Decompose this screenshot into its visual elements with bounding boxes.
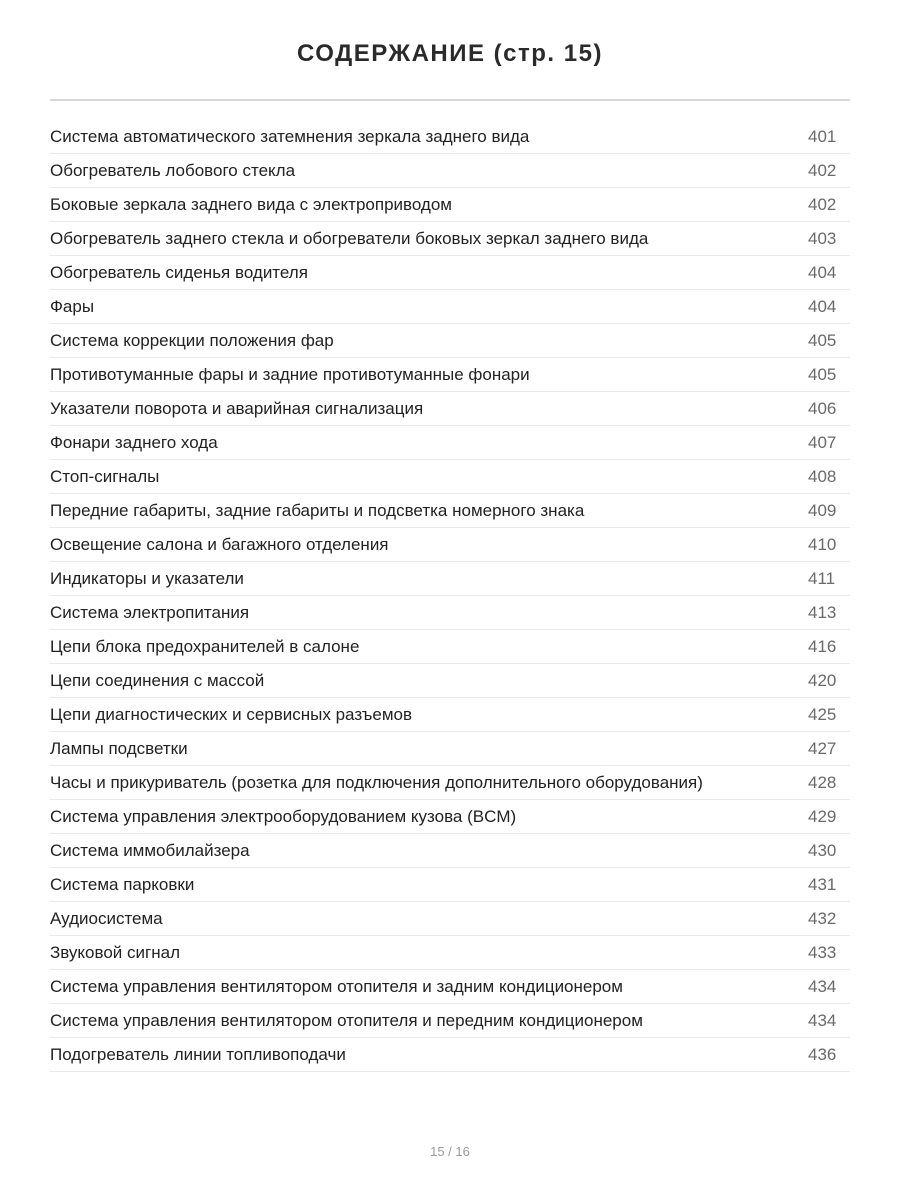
toc-entry[interactable] bbox=[50, 154, 850, 188]
toc-entry-title: Освещение салона и багажного отделения bbox=[50, 535, 389, 554]
toc-entry-page-number: 410 bbox=[808, 535, 837, 554]
toc-entry[interactable] bbox=[50, 868, 850, 902]
toc-entry[interactable] bbox=[50, 528, 850, 562]
toc-entry[interactable] bbox=[50, 426, 850, 460]
toc-entry-page-number: 404 bbox=[808, 297, 837, 316]
toc-entry[interactable] bbox=[50, 664, 850, 698]
toc-entry-title: Цепи соединения с массой bbox=[50, 671, 265, 690]
toc-entry[interactable] bbox=[50, 392, 850, 426]
toc-entry-title: Часы и прикуриватель (розетка для подключения дополнительного оборудования) bbox=[50, 773, 703, 792]
page-indicator: 15 / 16 bbox=[430, 1144, 470, 1159]
toc-entry-title: Система автоматического затемнения зеркала заднего вида bbox=[50, 127, 530, 146]
toc-entry-title: Передние габариты, задние габариты и подсветка номерного знака bbox=[50, 501, 585, 520]
toc-entry[interactable] bbox=[50, 1004, 850, 1038]
toc-entry-page-number: 434 bbox=[808, 977, 837, 996]
toc-entry-page-number: 407 bbox=[808, 433, 837, 452]
toc-entry[interactable] bbox=[50, 120, 850, 154]
toc-entry[interactable] bbox=[50, 494, 850, 528]
title-divider bbox=[50, 99, 850, 101]
toc-entry-title: Фонари заднего хода bbox=[50, 433, 218, 452]
toc-entry[interactable] bbox=[50, 732, 850, 766]
toc-entry[interactable] bbox=[50, 936, 850, 970]
toc-entry-title: Система иммобилайзера bbox=[50, 841, 250, 860]
toc-entry-page-number: 436 bbox=[808, 1045, 837, 1064]
toc-entry[interactable] bbox=[50, 460, 850, 494]
toc-entry-title: Система коррекции положения фар bbox=[50, 331, 334, 350]
toc-entry[interactable] bbox=[50, 698, 850, 732]
toc-entry[interactable] bbox=[50, 562, 850, 596]
toc-entry-page-number: 416 bbox=[808, 637, 837, 656]
toc-entry-title: Противотуманные фары и задние противотуманные фонари bbox=[50, 365, 530, 384]
toc-entry-title: Фары bbox=[50, 297, 95, 316]
toc-entry-title: Обогреватель сиденья водителя bbox=[50, 263, 308, 282]
toc-entry-page-number: 405 bbox=[808, 365, 837, 384]
table-of-contents bbox=[50, 120, 850, 1072]
toc-entry-page-number: 431 bbox=[808, 875, 837, 894]
toc-entry-title: Система управления вентилятором отопителя и задним кондиционером bbox=[50, 977, 623, 996]
toc-entry-title: Цепи диагностических и сервисных разъемов bbox=[50, 705, 412, 724]
toc-entry-title: Индикаторы и указатели bbox=[50, 569, 244, 588]
toc-entry-title: Боковые зеркала заднего вида с электроприводом bbox=[50, 195, 452, 214]
toc-entry-page-number: 427 bbox=[808, 739, 837, 758]
toc-entry-page-number: 433 bbox=[808, 943, 837, 962]
toc-entry-page-number: 409 bbox=[808, 501, 837, 520]
toc-entry-page-number: 413 bbox=[808, 603, 837, 622]
toc-entry-title: Аудиосистема bbox=[50, 909, 163, 928]
toc-entry-title: Система управления электрооборудованием кузова (BCM) bbox=[50, 807, 517, 826]
toc-entry-page-number: 425 bbox=[808, 705, 837, 724]
toc-entry-page-number: 429 bbox=[808, 807, 837, 826]
toc-entry-title: Система парковки bbox=[50, 875, 195, 894]
toc-entry[interactable] bbox=[50, 222, 850, 256]
toc-entry-title: Звуковой сигнал bbox=[50, 943, 180, 962]
toc-entry-title: Система электропитания bbox=[50, 603, 250, 622]
toc-entry-page-number: 406 bbox=[808, 399, 837, 418]
page-title: СОДЕРЖАНИЕ (стр. 15) bbox=[297, 40, 603, 67]
toc-entry[interactable] bbox=[50, 902, 850, 936]
toc-entry-page-number: 411 bbox=[808, 569, 836, 588]
toc-entry-page-number: 434 bbox=[808, 1011, 837, 1030]
toc-entry[interactable] bbox=[50, 358, 850, 392]
toc-entry-title: Система управления вентилятором отопителя и передним кондиционером bbox=[50, 1011, 643, 1030]
toc-entry-title: Лампы подсветки bbox=[50, 739, 188, 758]
toc-entry[interactable] bbox=[50, 324, 850, 358]
toc-entry-title: Подогреватель линии топливоподачи bbox=[50, 1045, 346, 1064]
toc-entry-page-number: 432 bbox=[808, 909, 837, 928]
toc-entry-page-number: 402 bbox=[808, 161, 837, 180]
toc-entry-title: Обогреватель лобового стекла bbox=[50, 161, 296, 180]
toc-entry[interactable] bbox=[50, 630, 850, 664]
toc-entry-page-number: 428 bbox=[808, 773, 837, 792]
toc-entry[interactable] bbox=[50, 766, 850, 800]
toc-entry-title: Указатели поворота и аварийная сигнализация bbox=[50, 399, 424, 418]
toc-entry[interactable] bbox=[50, 834, 850, 868]
toc-entry-page-number: 408 bbox=[808, 467, 837, 486]
toc-entry[interactable] bbox=[50, 970, 850, 1004]
toc-entry[interactable] bbox=[50, 800, 850, 834]
toc-entry[interactable] bbox=[50, 290, 850, 324]
toc-entry-page-number: 403 bbox=[808, 229, 837, 248]
toc-entry[interactable] bbox=[50, 256, 850, 290]
toc-entry-title: Обогреватель заднего стекла и обогреватели боковых зеркал заднего вида bbox=[50, 229, 649, 248]
toc-entry-page-number: 420 bbox=[808, 671, 837, 690]
toc-entry-title: Стоп-сигналы bbox=[50, 467, 160, 486]
toc-entry-page-number: 404 bbox=[808, 263, 837, 282]
toc-entry-page-number: 401 bbox=[808, 127, 837, 146]
toc-entry-page-number: 405 bbox=[808, 331, 837, 350]
toc-entry[interactable] bbox=[50, 596, 850, 630]
toc-entry-title: Цепи блока предохранителей в салоне bbox=[50, 637, 360, 656]
toc-entry[interactable] bbox=[50, 1038, 850, 1072]
toc-entry-page-number: 402 bbox=[808, 195, 837, 214]
toc-entry-page-number: 430 bbox=[808, 841, 837, 860]
toc-entry[interactable] bbox=[50, 188, 850, 222]
